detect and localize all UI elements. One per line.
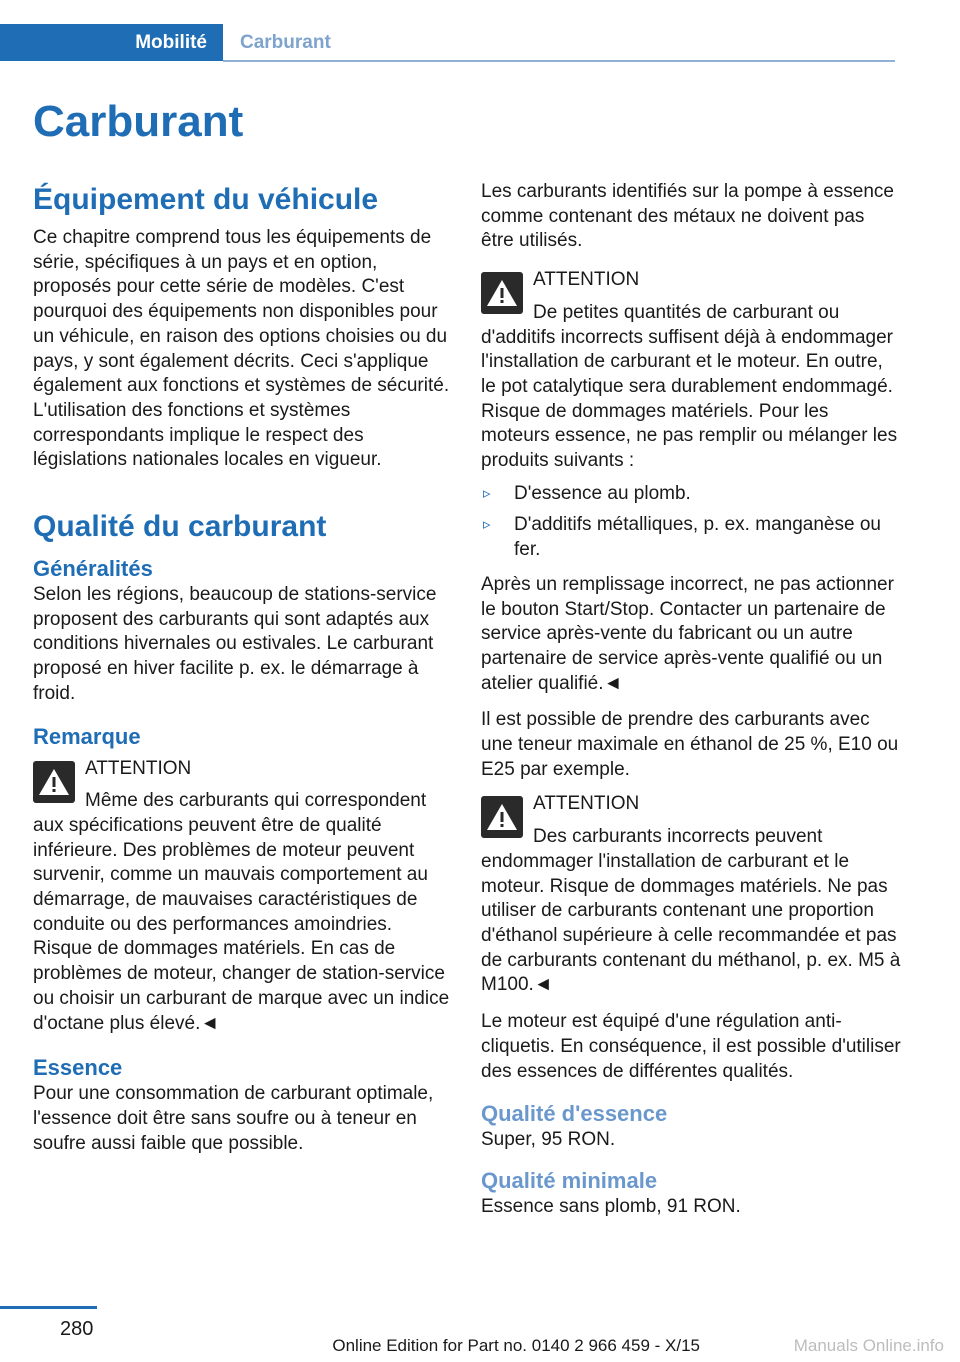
list-item [481,482,901,507]
warning-triangle-icon [33,761,75,803]
warning-remarque [33,757,453,1037]
warning-text: Des carburants incorrects peuvent endommager l'installation de carburant et le moteur. Risque de dommages matériels. Ne pas utiliser de carburants contenant une proportion d'éthanol supérieure à celle recommandée et pas de carburants contenant du méthanol, p. ex. M5 à M100.◄ [481,826,901,996]
paragraph-qualite-essence: Super, 95 RON. [481,1129,616,1151]
tab-carburant-label: Carburant [240,31,331,53]
left-column [33,180,453,1156]
triangle-right-icon: ▹ [483,516,491,534]
heading-equipement: Équipement du véhicule [33,183,379,216]
warning-text: Même des carburants qui correspondent aux spécifications peuvent être de qualité inférieure. Des problèmes de moteur peuvent survenir, comme un mauvais comportement au démarrage, de mauvaises caractéristiques de conduite ou des performances amoindries. Risque de dommages matériels. En cas de problèmes de moteur, changer de station-service ou choisir un carburant de marque avec un indice d'octane plus élevé.◄ [33,790,450,1034]
heading-qualite-essence: Qualité d'essence [481,1101,668,1127]
list-item-text: D'additifs métalliques, p. ex. manganèse ou fer. [514,514,881,561]
triangle-right-icon: ▹ [483,484,491,502]
warning-triangle-icon [481,272,523,314]
footer-rule [0,1306,97,1309]
paragraph-regulation: Le moteur est équipé d'une régulation anti-cliquetis. En conséquence, il est possible d'utiliser des essences de différentes qualités. [481,1011,901,1082]
right-column [481,180,901,1220]
warning-triangle-icon [481,796,523,838]
bullet-list [481,482,901,563]
paragraph-equipement: Ce chapitre comprend tous les équipements de série, spécifiques à un pays et en option, proposés pour cette série de modèles. C'est pourquoi des équipements non disponibles pour un véhicule, en raison des options choisies ou du pays, y sont également décrits. Ceci s'applique également aux fonctions et systèmes de sécurité. L'utilisation des fonctions et systèmes correspondants implique le respect des législations nationales locales en vigueur. [33,227,450,471]
paragraph-apres-remplissage: Après un remplissage incorrect, ne pas actionner le bouton Start/Stop. Contacter un partenaire de service après-vente du fabricant ou un autre partenaire de service après-vente qualifié ou un atelier qualifié.◄ [481,573,894,694]
warning-text: De petites quantités de carburant ou d'additifs incorrects suffisent déjà à endommager l'installation de carburant et le moteur. En outre, le pot catalytique sera durablement endommagé. Risque de dommages matériels. Pour les moteurs essence, ne pas remplir ou mélanger les produits suivants : [481,301,898,472]
warning-title: ATTENTION [533,269,640,291]
heading-qualite-minimale: Qualité minimale [481,1167,658,1193]
heading-qualite-carburant: Qualité du carburant [33,510,327,544]
paragraph-qualite-minimale: Essence sans plomb, 91 RON. [481,1195,741,1217]
heading-essence: Essence [33,1055,123,1081]
paragraph-generalites: Selon les régions, beaucoup de stations-service proposent des carburants qui sont adaptés aux conditions hivernales ou estivales. Le carburant proposé en hiver facilite p. ex. le démarrage à froid. [33,584,437,704]
paragraph-ethanol: Il est possible de prendre des carburants avec une teneur maximale en éthanol de 25 %, E10 ou E25 par exemple. [481,709,899,780]
tab-mobilite-label: Mobilité [135,31,207,53]
page-title: Carburant [33,97,244,146]
watermark: Manuals Online.info [793,1336,944,1355]
list-item [481,513,901,562]
heading-remarque: Remarque [33,723,141,749]
page-number: 280 [60,1318,94,1340]
warning-ethanol [481,792,901,998]
tab-carburant[interactable] [240,24,331,61]
heading-generalites: Généralités [33,556,153,582]
header-tabs [0,24,895,62]
paragraph-essence: Pour une consommation de carburant optimale, l'essence doit être sans soufre ou à teneur en soufre aussi faible que possible. [33,1083,434,1154]
edition-note: Online Edition for Part no. 0140 2 966 459 - X/15 [332,1336,700,1355]
warning-metaux [481,268,901,474]
paragraph-intro: Les carburants identifiés sur la pompe à essence comme contenant des métaux ne doivent pas être utilisés. [481,181,894,252]
tab-divider [223,60,895,62]
warning-title: ATTENTION [533,793,640,815]
list-item-text: D'essence au plomb. [514,482,691,504]
warning-title: ATTENTION [85,757,192,779]
tab-mobilite[interactable] [0,24,223,61]
